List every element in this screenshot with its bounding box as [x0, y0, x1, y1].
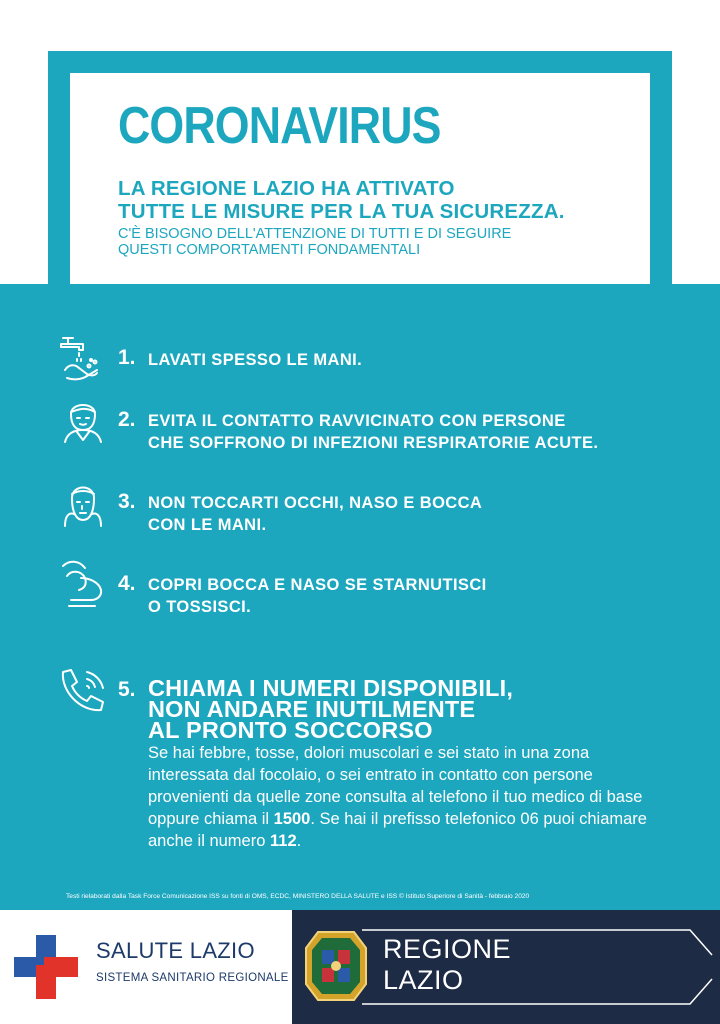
item-5-body-part-3: .: [296, 832, 302, 850]
sick-person-icon: [55, 392, 111, 448]
headline-line-2: TUTTE LE MISURE PER LA TUA SICUREZZA.: [118, 200, 565, 223]
page-title: CORONAVIRUS: [118, 97, 441, 155]
item-4-text: COPRI BOCCA E NASO SE STARNUTISCI O TOSSISCI.: [148, 576, 487, 616]
item-5-body-part-2: . Se hai il prefisso telefonico 06 puoi chiamare anche il numero: [148, 810, 647, 850]
item-3-text: NON TOCCARTI OCCHI, NASO E BOCCA CON LE MANI.: [148, 494, 483, 534]
number-1500: 1500: [273, 810, 311, 828]
regione-lazio-title: REGIONE LAZIO: [383, 934, 512, 995]
item-1-number: 1.: [118, 346, 136, 369]
phone-icon: [55, 664, 111, 720]
regione-lazio-crest-icon: [304, 928, 368, 1004]
item-3-number: 3.: [118, 490, 136, 513]
subhead: [118, 226, 511, 258]
salute-lazio-title: SALUTE LAZIO: [96, 938, 255, 963]
item-5-body-part-1: Se hai febbre, tosse, dolori muscolari e sei stato in una zona interessata dal focolaio, o sei entrato in contatto con persone provenienti da quelle zone consulta al telefono il tuo medico di base oppure chiama il: [148, 744, 643, 828]
sneeze-elbow-icon: [55, 556, 111, 612]
medical-cross-icon: [14, 935, 78, 999]
headline-line-1: LA REGIONE LAZIO HA ATTIVATO: [118, 177, 455, 200]
credits: Testi rielaborati dalla Task Force Comunicazione ISS su fonti di OMS, ECDC, MINISTERO DELLA SALUTE e ISS © Istituto Superiore di Sanità - febbraio 2020: [66, 893, 530, 900]
headline: [118, 177, 565, 223]
subhead-line-1: C'È BISOGNO DELL'ATTENZIONE DI TUTTI E DI SEGUIRE: [118, 226, 512, 242]
salute-lazio-subtitle: SISTEMA SANITARIO REGIONALE: [96, 972, 289, 984]
item-5-body: [148, 742, 668, 852]
item-4-number: 4.: [118, 572, 136, 595]
item-2-text: EVITA IL CONTATTO RAVVICINATO CON PERSONE CHE SOFFRONO DI INFEZIONI RESPIRATORIE ACUTE.: [148, 412, 599, 452]
number-112: 112: [270, 832, 297, 850]
item-5-title: CHIAMA I NUMERI DISPONIBILI, NON ANDARE INUTILMENTE AL PRONTO SOCCORSO: [148, 675, 514, 743]
item-5-number: 5.: [118, 678, 136, 701]
subhead-line-2: QUESTI COMPORTAMENTI FONDAMENTALI: [118, 242, 421, 258]
item-2-number: 2.: [118, 408, 136, 431]
handwashing-icon: [55, 332, 111, 388]
face-touch-icon: [55, 478, 111, 534]
item-1-text: LAVATI SPESSO LE MANI.: [148, 351, 363, 369]
